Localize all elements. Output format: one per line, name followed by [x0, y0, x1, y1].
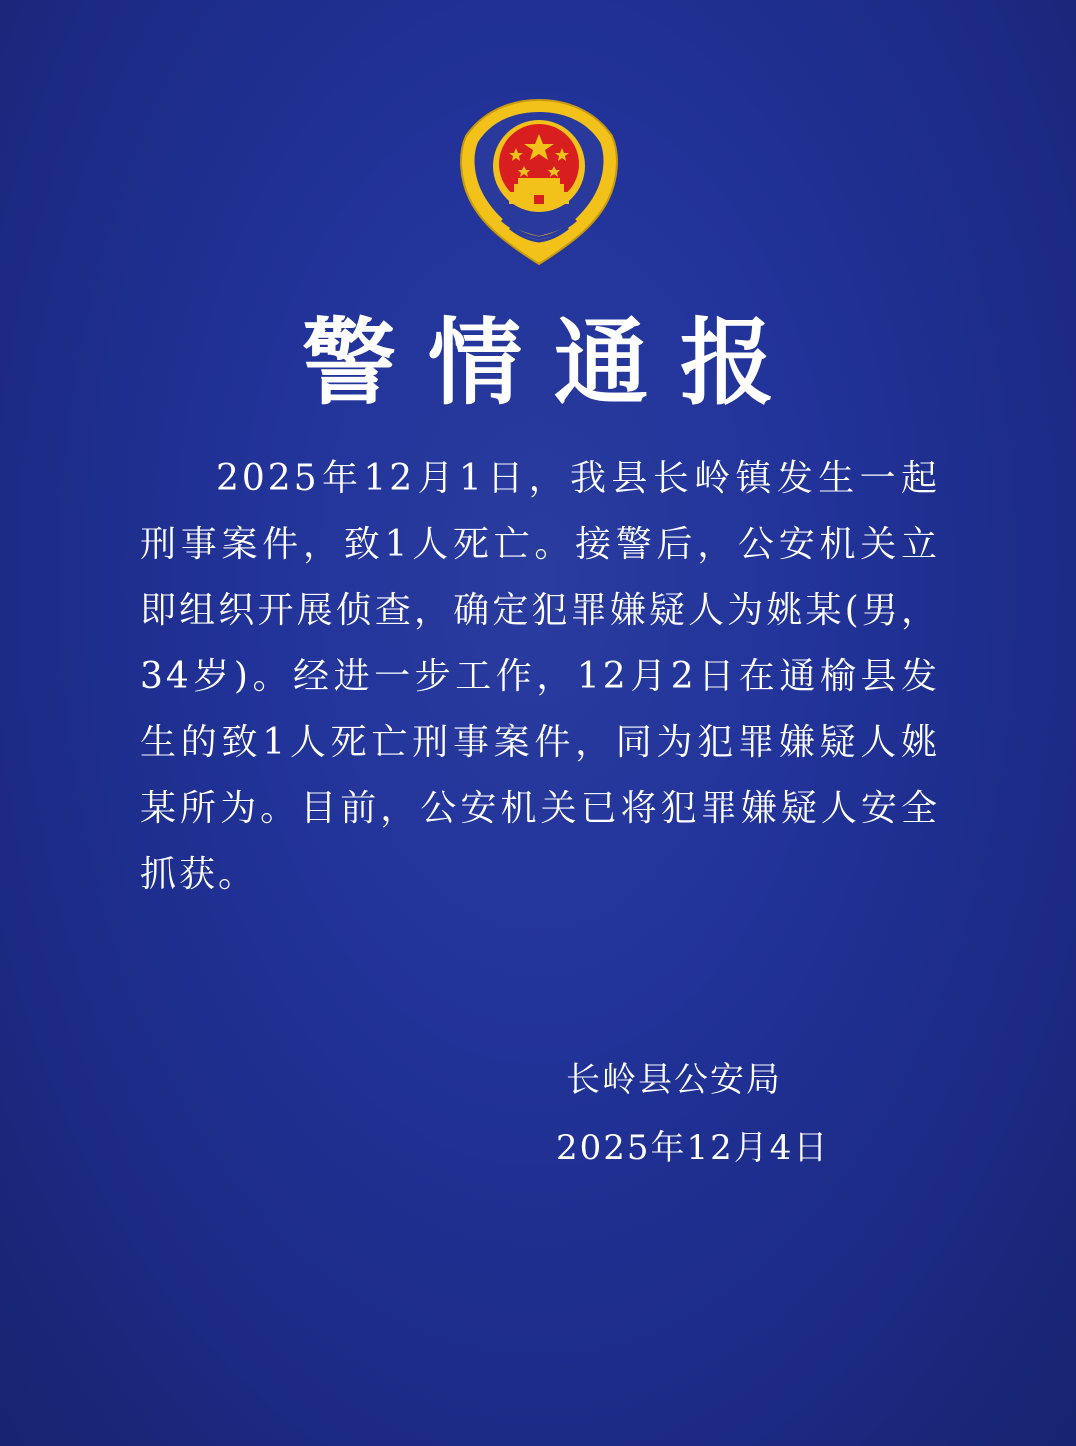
police-emblem-icon	[454, 96, 624, 276]
notice-title: 警情通报	[301, 308, 806, 418]
notice-body: 2025年12月1日，我县长岭镇发生一起刑事案件，致1人死亡。接警后，公安机关立即组织开展侦查，确定犯罪嫌疑人为姚某(男，34岁)。经进一步工作，12月2日在通榆县发生的致1人死亡刑事案件，同为犯罪嫌疑人姚某所为。目前，公安机关已将犯罪嫌疑人安全抓获。	[140, 458, 940, 895]
issuer-name: 长岭县公安局	[566, 1060, 782, 1100]
issue-date: 2025年12月4日	[556, 1128, 830, 1168]
